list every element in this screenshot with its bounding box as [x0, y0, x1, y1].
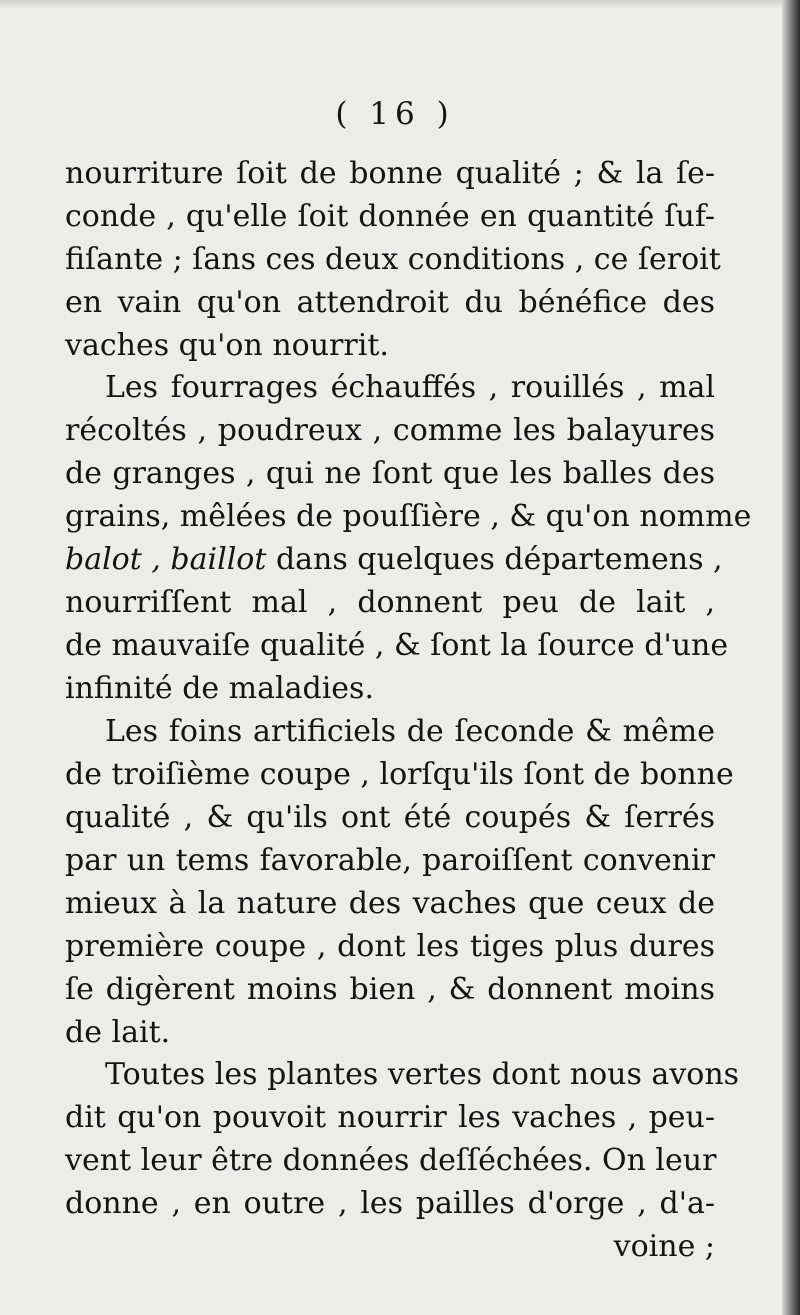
text-line: infinité de maladies. — [65, 671, 374, 706]
page-top-edge — [0, 0, 800, 8]
text-line: de mauvaiſe qualité , & ſont la ſource d'une — [65, 628, 729, 663]
text-line: nourriſſent mal , donnent peu de lait , — [65, 585, 715, 620]
text-line: donne , en outre , les pailles d'orge , d'a- — [65, 1186, 715, 1221]
text-line: récoltés , poudreux , comme les balayures — [65, 413, 715, 448]
text-line: Toutes les plantes vertes dont nous avons — [105, 1057, 740, 1092]
line-rest: dans quelques départemens , — [266, 542, 723, 577]
text-line: en vain qu'on attendroit du bénéfice des — [65, 285, 715, 320]
text-line: de lait. — [65, 1015, 171, 1050]
text-line: première coupe , dont les tiges plus dures — [65, 929, 715, 964]
text-line: fiſante ; ſans ces deux conditions , ce ſeroit — [65, 242, 721, 277]
text-line: de granges , qui ne ſont que les balles des — [65, 456, 715, 491]
text-line: ſe digèrent moins bien , & donnent moins — [65, 972, 715, 1007]
text-line: conde , qu'elle ſoit donnée en quantité ſuf- — [65, 199, 715, 234]
text-line: dit qu'on pouvoit nourrir les vaches , peu- — [65, 1100, 715, 1135]
text-line: vent leur être données deſſéchées. On leur — [65, 1143, 717, 1178]
text-line-with-italic — [65, 539, 723, 581]
catchword: voine ; — [613, 1229, 715, 1264]
text-line: mieux à la nature des vaches que ceux de — [65, 886, 715, 921]
text-line: grains, mêlées de pouſſière , & qu'on nomme — [65, 499, 752, 534]
text-line: Les fourrages échauffés , rouillés , mal — [105, 370, 715, 405]
text-line: Les foins artificiels de ſeconde & même — [105, 714, 715, 749]
text-line: de troiſième coupe , lorſqu'ils ſont de bonne — [65, 757, 734, 792]
text-line: par un tems favorable, paroiſſent convenir — [65, 843, 715, 878]
text-line: nourriture ſoit de bonne qualité ; & la ſe- — [65, 156, 715, 191]
italic-term: balot , baillot — [65, 542, 267, 577]
text-line: vaches qu'on nourrit. — [65, 328, 389, 363]
text-line: qualité , & qu'ils ont été coupés & ſerrés — [65, 800, 715, 835]
page-right-edge-shadow — [782, 0, 800, 1315]
page-number: ( 16 ) — [335, 96, 455, 132]
